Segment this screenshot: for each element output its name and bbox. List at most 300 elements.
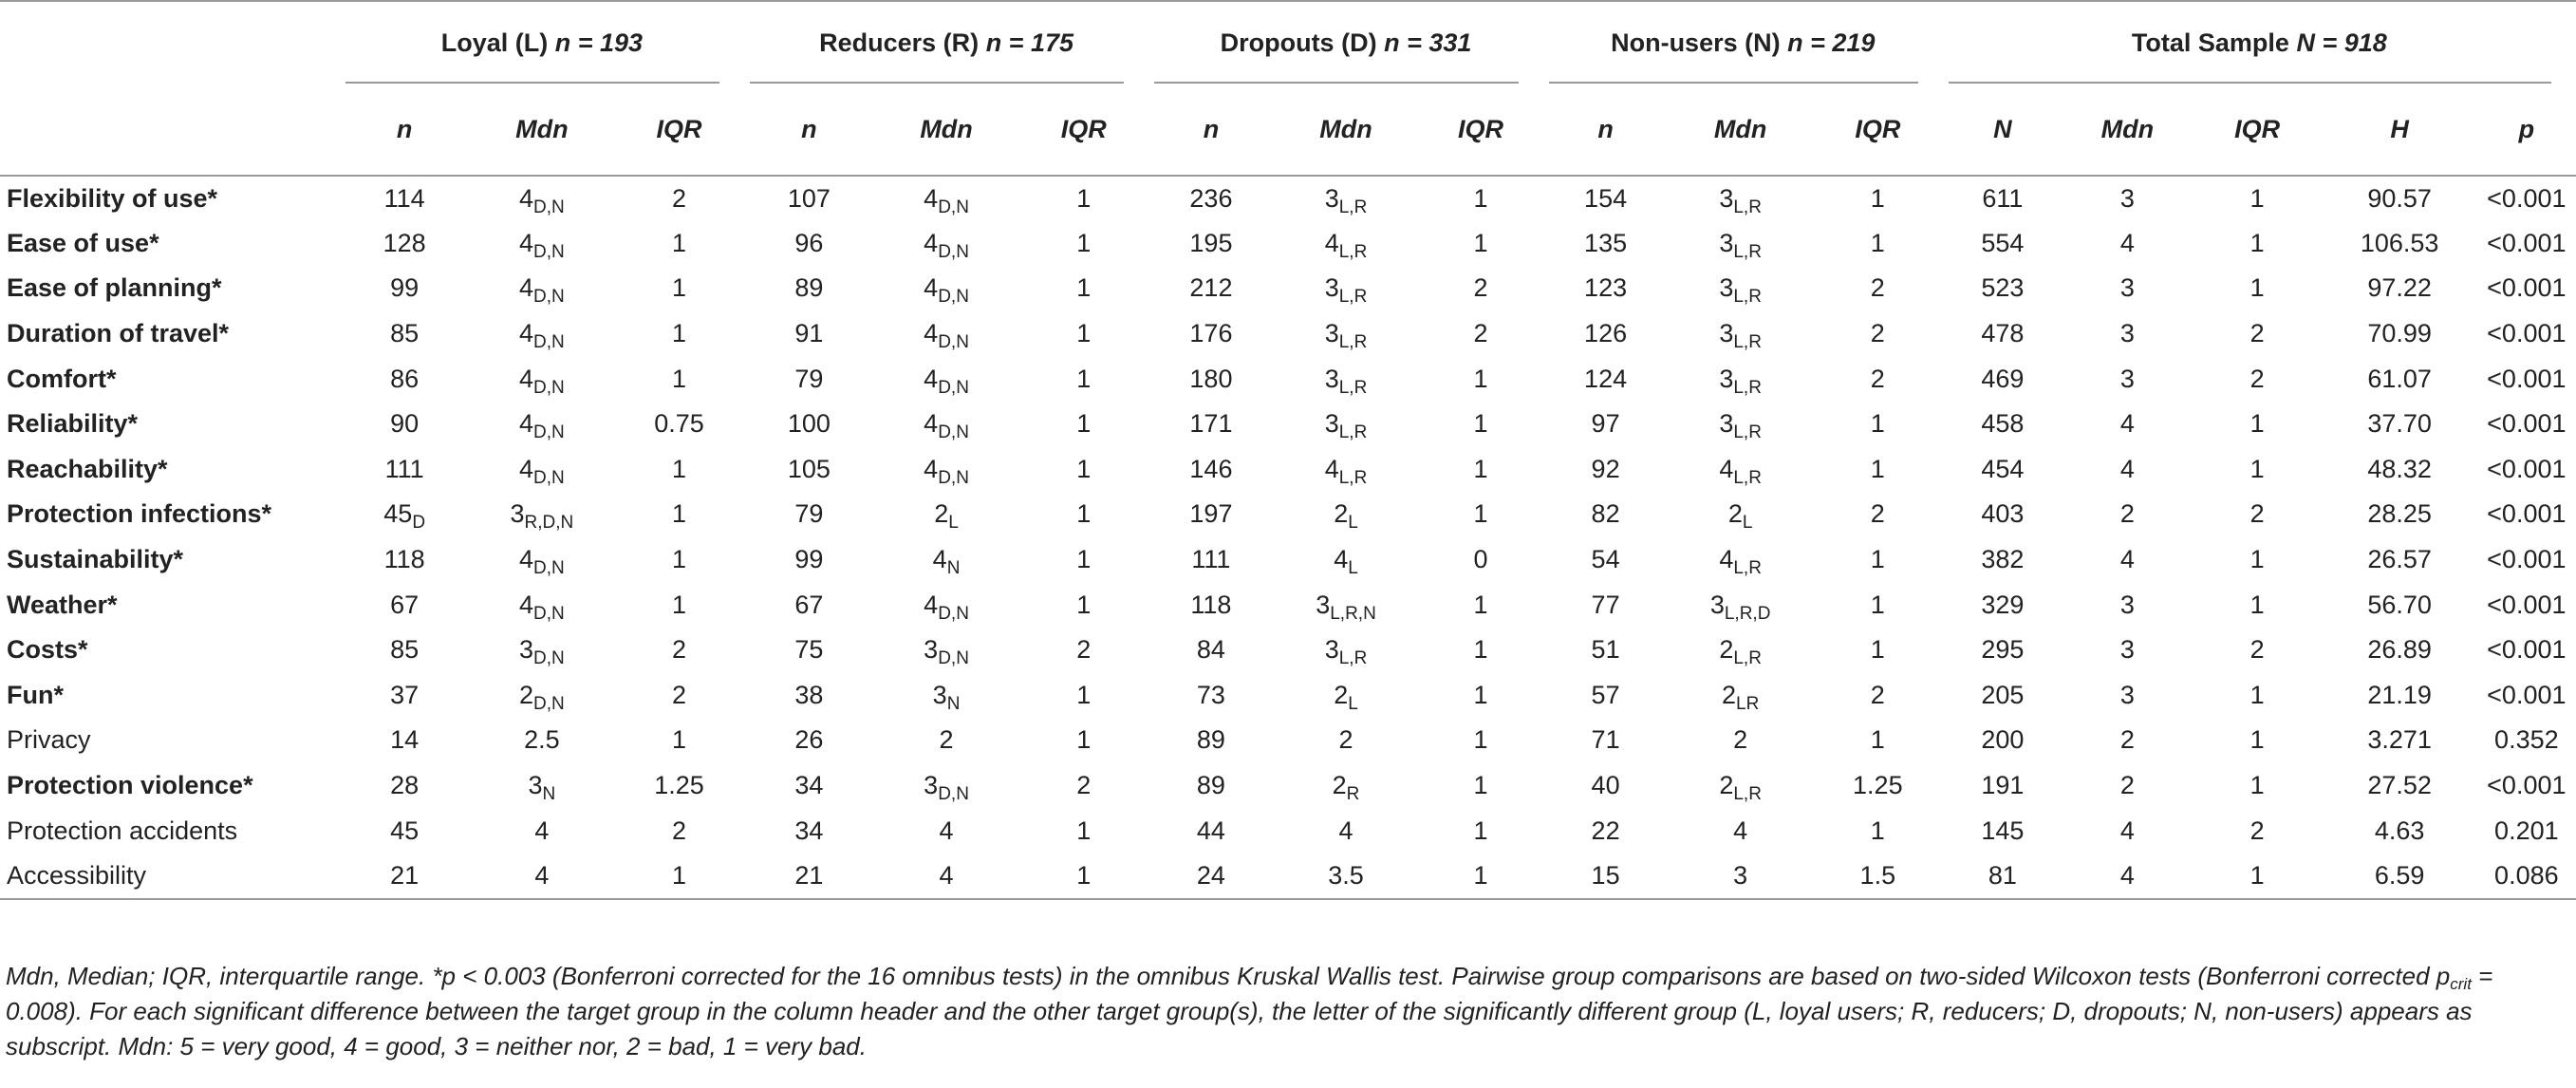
table-cell	[1943, 221, 2063, 267]
cell-value: 1	[1076, 680, 1092, 709]
row-label: Flexibility of use*	[7, 183, 218, 213]
column-header: IQR	[2234, 114, 2281, 143]
cell-value: 38	[794, 680, 824, 709]
cell-value: 1	[2249, 454, 2265, 483]
cell-value: 1	[1473, 454, 1488, 483]
table-cell	[1274, 763, 1419, 809]
cell-value: <0.001	[2487, 228, 2567, 257]
cell-value: 4	[1334, 545, 1349, 574]
cell-value: 1	[1870, 228, 1885, 257]
cell-value: 99	[794, 545, 824, 574]
table-cell	[340, 402, 470, 447]
cell-value: 45	[383, 499, 413, 529]
cell-value: 4	[1719, 454, 1734, 483]
cell-value: 1	[672, 228, 687, 257]
table-cell	[1668, 628, 1813, 673]
table-cell	[744, 673, 874, 719]
table-cell	[614, 221, 744, 267]
table-cell	[2477, 763, 2576, 809]
cell-value: 2	[2119, 771, 2135, 800]
table-cell	[614, 854, 744, 899]
cell-value: 403	[1981, 499, 2025, 529]
cell-value: 1	[1870, 590, 1885, 619]
table-cell	[470, 582, 615, 628]
cell-value: 4	[924, 364, 939, 393]
table-cell	[470, 808, 615, 854]
table-row	[0, 628, 2576, 673]
table-cell	[1943, 718, 2063, 763]
table-cell	[874, 402, 1019, 447]
column-header: IQR	[1855, 114, 1901, 143]
table-cell	[470, 221, 615, 267]
cell-value: 77	[1591, 590, 1620, 619]
cell-value: 4	[1324, 228, 1339, 257]
cell-value: 4	[924, 454, 939, 483]
cell-value: 3.271	[2367, 725, 2432, 755]
cell-value: 1	[1473, 364, 1488, 393]
cell-subscript: D,N	[533, 648, 565, 669]
table-cell	[2477, 266, 2576, 311]
cell-subscript: D,N	[533, 603, 565, 624]
cell-value: <0.001	[2487, 319, 2567, 348]
table-row	[0, 718, 2576, 763]
table-cell	[2477, 854, 2576, 899]
cell-subscript: L,R	[1733, 422, 1762, 443]
cell-value: 4	[2119, 816, 2135, 845]
cell-value: 1	[1473, 499, 1488, 529]
cell-value: 4	[2119, 454, 2135, 483]
cell-value: <0.001	[2487, 771, 2567, 800]
table-cell	[2063, 176, 2193, 221]
cell-value: 126	[1584, 319, 1628, 348]
cell-value: 554	[1981, 228, 2025, 257]
table-cell	[2477, 628, 2576, 673]
table-cell	[1274, 221, 1419, 267]
table-cell	[1418, 854, 1543, 899]
cell-value: 3	[924, 771, 939, 800]
table-cell	[1943, 492, 2063, 537]
table-cell	[2323, 447, 2477, 493]
table-cell	[614, 673, 744, 719]
cell-subscript: L,R	[1338, 197, 1368, 217]
cell-value: 2	[1870, 273, 1885, 303]
table-cell	[1943, 447, 2063, 493]
table-cell	[1274, 537, 1419, 583]
table-cell	[2063, 402, 2193, 447]
cell-value: 4	[518, 590, 533, 619]
cell-value: 2	[1334, 680, 1349, 709]
table-cell	[874, 356, 1019, 402]
table-cell	[1418, 311, 1543, 357]
row-label: Accessibility	[0, 854, 340, 899]
cell-value: 82	[1591, 499, 1620, 529]
cell-value: 57	[1591, 680, 1620, 709]
table-cell	[1813, 221, 1943, 267]
cell-subscript: R	[1346, 784, 1360, 805]
cell-value: 85	[390, 635, 420, 665]
cell-value: 27.52	[2367, 771, 2432, 800]
table-cell	[2193, 356, 2323, 402]
table-cell	[2323, 311, 2477, 357]
table-cell	[340, 221, 470, 267]
cell-value: 1	[1870, 545, 1885, 574]
table-cell	[614, 628, 744, 673]
cell-value: <0.001	[2487, 409, 2567, 439]
table-cell	[2063, 356, 2193, 402]
cell-value: 2	[934, 499, 949, 529]
cell-value: 67	[390, 590, 420, 619]
cell-value: 1	[672, 454, 687, 483]
cell-value: 2	[2249, 816, 2265, 845]
cell-value: 3	[2119, 183, 2135, 213]
cell-value: 4	[2119, 228, 2135, 257]
cell-value: 3	[1719, 273, 1734, 303]
cell-value: 3	[2119, 319, 2135, 348]
cell-value: 3	[1719, 364, 1734, 393]
table-cell	[2323, 763, 2477, 809]
cell-value: 37.70	[2367, 409, 2432, 439]
column-header: Mdn	[1319, 114, 1372, 143]
column-header: IQR	[1060, 114, 1107, 143]
cell-value: 44	[1196, 816, 1225, 845]
table-row	[0, 356, 2576, 402]
cell-value: 2	[672, 183, 687, 213]
cell-value: 97	[1591, 409, 1620, 439]
table-cell	[1018, 537, 1148, 583]
table-cell	[614, 492, 744, 537]
table-cell	[2323, 176, 2477, 221]
table-cell	[1943, 537, 2063, 583]
cell-value: 1	[1076, 273, 1092, 303]
table-cell	[470, 266, 615, 311]
table-cell	[2477, 718, 2576, 763]
table-cell	[1148, 311, 1274, 357]
cell-value: 4	[518, 364, 533, 393]
table-cell	[1813, 311, 1943, 357]
cell-value: 4	[518, 183, 533, 213]
column-header: Mdn	[515, 114, 569, 143]
cell-value: 3	[1719, 409, 1734, 439]
cell-value: 1	[1473, 680, 1488, 709]
cell-subscript: D,N	[533, 332, 565, 353]
cell-subscript: L	[1742, 513, 1753, 534]
cell-subscript: L,R	[1733, 377, 1762, 398]
cell-subscript: D,N	[938, 467, 969, 488]
cell-value: 171	[1189, 409, 1233, 439]
row-label: Sustainability*	[7, 545, 184, 574]
cell-value: 4	[939, 816, 954, 845]
table-cell	[2477, 673, 2576, 719]
cell-value: 128	[383, 228, 426, 257]
cell-value: 135	[1584, 228, 1628, 257]
table-cell	[2063, 808, 2193, 854]
cell-value: 1	[2249, 860, 2265, 890]
cell-value: 91	[794, 319, 824, 348]
table-cell	[340, 718, 470, 763]
cell-subscript: D,N	[938, 603, 969, 624]
cell-value: 4	[518, 273, 533, 303]
table-cell	[2323, 266, 2477, 311]
table-cell	[1943, 582, 2063, 628]
table-cell	[1543, 266, 1669, 311]
table-cell	[1018, 176, 1148, 221]
table-row	[0, 854, 2576, 899]
cell-value: 26	[794, 725, 824, 755]
table-cell	[2063, 763, 2193, 809]
row-label: Duration of travel*	[7, 319, 230, 348]
cell-value: 145	[1981, 816, 2025, 845]
cell-value: 1	[1076, 545, 1092, 574]
table-cell	[744, 582, 874, 628]
cell-subscript: L	[1348, 558, 1358, 579]
table-cell	[2193, 763, 2323, 809]
table-cell	[1813, 402, 1943, 447]
table-cell	[2063, 447, 2193, 493]
table-cell	[1148, 537, 1274, 583]
table-cell	[470, 447, 615, 493]
table-cell	[874, 311, 1019, 357]
cell-value: 21	[794, 860, 824, 890]
table-cell	[614, 808, 744, 854]
table-cell	[1274, 582, 1419, 628]
table-cell	[1668, 492, 1813, 537]
table-header	[0, 1, 2576, 176]
table-cell	[2477, 492, 2576, 537]
cell-value: 4	[534, 860, 550, 890]
table-cell	[2063, 628, 2193, 673]
table-cell	[874, 718, 1019, 763]
table-cell	[340, 447, 470, 493]
cell-value: 26.89	[2367, 635, 2432, 665]
cell-value: 200	[1981, 725, 2025, 755]
cell-value: 73	[1196, 680, 1225, 709]
table-cell	[1418, 763, 1543, 809]
cell-value: 45	[390, 816, 420, 845]
group-header-non-users: Non-users (N) n = 219	[1543, 1, 1943, 84]
footnote-crit-subscript: crit	[2450, 975, 2472, 993]
table-cell	[1543, 854, 1669, 899]
cell-value: 1	[672, 725, 687, 755]
table-cell	[1943, 854, 2063, 899]
table-cell	[1668, 402, 1813, 447]
table-cell	[744, 311, 874, 357]
cell-subscript: L,R	[1338, 377, 1368, 398]
table-cell	[2323, 221, 2477, 267]
row-label: Reachability*	[7, 454, 168, 483]
table-cell	[2323, 673, 2477, 719]
table-row	[0, 447, 2576, 493]
table-cell	[1943, 402, 2063, 447]
cell-subscript: L	[1348, 693, 1358, 714]
table-cell	[2063, 582, 2193, 628]
table-cell	[744, 356, 874, 402]
cell-value: 3	[2119, 590, 2135, 619]
corner-cell	[0, 1, 340, 84]
cell-value: 4	[1719, 545, 1734, 574]
table-cell	[744, 176, 874, 221]
table-row	[0, 221, 2576, 267]
cell-value: 123	[1584, 273, 1628, 303]
table-cell	[2063, 221, 2193, 267]
cell-value: 61.07	[2367, 364, 2432, 393]
table-cell	[1418, 808, 1543, 854]
cell-value: 4	[518, 228, 533, 257]
table-cell	[1148, 673, 1274, 719]
table-cell	[874, 628, 1019, 673]
cell-value: 1	[1076, 183, 1092, 213]
table-cell	[1668, 582, 1813, 628]
cell-subscript: L,R	[1733, 558, 1762, 579]
cell-value: <0.001	[2487, 273, 2567, 303]
cell-value: 1	[2249, 590, 2265, 619]
table-cell	[1943, 356, 2063, 402]
table-cell	[2193, 266, 2323, 311]
row-label: Reliability*	[7, 409, 139, 439]
table-cell	[470, 402, 615, 447]
group-header-total-sample: Total Sample N = 918	[1943, 1, 2576, 84]
table-cell	[744, 628, 874, 673]
table-cell	[1668, 311, 1813, 357]
cell-value: 2	[939, 725, 954, 755]
table-cell	[470, 176, 615, 221]
cell-subscript: D,N	[938, 422, 969, 443]
cell-value: 4.63	[2374, 816, 2425, 845]
table-footnote	[6, 959, 2568, 1064]
cell-value: 4	[1338, 816, 1353, 845]
cell-subscript: L,R	[1733, 332, 1762, 353]
cell-value: 1	[672, 545, 687, 574]
cell-value: 3	[510, 499, 525, 529]
cell-value: 89	[794, 273, 824, 303]
table-cell	[1018, 492, 1148, 537]
cell-value: 51	[1591, 635, 1620, 665]
table-cell	[1018, 402, 1148, 447]
table-cell	[2323, 356, 2477, 402]
cell-value: 2	[2249, 499, 2265, 529]
table-cell	[2323, 628, 2477, 673]
cell-value: 1	[2249, 228, 2265, 257]
cell-value: 329	[1981, 590, 2025, 619]
table-cell	[614, 266, 744, 311]
table-cell	[1274, 808, 1419, 854]
cell-value: 1	[1870, 816, 1885, 845]
cell-subscript: D,N	[533, 467, 565, 488]
table-cell	[1543, 718, 1669, 763]
table-cell	[874, 447, 1019, 493]
cell-value: 0.352	[2494, 725, 2559, 755]
table-cell	[340, 673, 470, 719]
table-cell	[1943, 763, 2063, 809]
table-cell	[614, 582, 744, 628]
cell-value: 146	[1189, 454, 1233, 483]
table-cell	[1668, 718, 1813, 763]
table-cell	[614, 402, 744, 447]
table-cell	[1018, 356, 1148, 402]
table-cell	[1543, 221, 1669, 267]
table-cell	[1943, 266, 2063, 311]
table-cell	[470, 718, 615, 763]
cell-subscript: L,R	[1338, 467, 1368, 488]
table-cell	[1018, 628, 1148, 673]
cell-value: 2	[1332, 771, 1347, 800]
table-cell	[2193, 402, 2323, 447]
table-cell	[1418, 176, 1543, 221]
cell-value: 2	[1721, 680, 1736, 709]
row-label: Ease of planning*	[7, 273, 222, 303]
table-cell	[2323, 808, 2477, 854]
table-cell	[340, 176, 470, 221]
cell-value: 1	[1473, 590, 1488, 619]
column-header: Mdn	[2100, 114, 2155, 143]
table-cell	[2193, 537, 2323, 583]
cell-value: 1.5	[1859, 860, 1896, 890]
table-cell	[2477, 176, 2576, 221]
table-cell	[340, 356, 470, 402]
table-cell	[1418, 673, 1543, 719]
table-cell	[1148, 718, 1274, 763]
cell-subscript: D,N	[533, 558, 565, 579]
table-row	[0, 763, 2576, 809]
table-cell	[744, 402, 874, 447]
cell-value: 3	[518, 635, 533, 665]
cell-value: 34	[794, 771, 824, 800]
cell-value: 3	[1709, 590, 1725, 619]
cell-value: <0.001	[2487, 680, 2567, 709]
cell-value: 4	[2119, 860, 2135, 890]
cell-value: 4	[924, 409, 939, 439]
table-cell	[2063, 266, 2193, 311]
cell-value: 295	[1981, 635, 2025, 665]
footnote-text-part2: = 0.008). For each significant difference between the target group in the column header and the other target group(s), the letter of the significantly different group (L, loyal users; R, reducers; D, dropouts; N, non-users) appears as subscript. Mdn: 5 = very good, 4 = good, 3 = neither nor, 2 = bad, 1 = very bad.	[6, 962, 2493, 1060]
cell-value: 180	[1189, 364, 1233, 393]
cell-value: 24	[1196, 860, 1225, 890]
cell-value: 1	[2249, 273, 2265, 303]
cell-value: 1	[1870, 409, 1885, 439]
table-cell	[874, 763, 1019, 809]
table-cell	[1148, 447, 1274, 493]
cell-value: 90.57	[2367, 183, 2432, 213]
table-cell	[1668, 176, 1813, 221]
cell-value: 21	[390, 860, 420, 890]
table-cell	[1813, 763, 1943, 809]
table-cell	[1943, 808, 2063, 854]
table-cell	[1148, 492, 1274, 537]
table-cell	[874, 808, 1019, 854]
cell-subscript: R,D,N	[524, 513, 574, 534]
cell-value: 4	[518, 409, 533, 439]
cell-subscript: L,R	[1338, 648, 1368, 669]
table-cell	[2193, 221, 2323, 267]
cell-value: 85	[390, 319, 420, 348]
cell-value: 3	[2119, 680, 2135, 709]
cell-value: 3	[2119, 364, 2135, 393]
cell-value: 3	[1324, 319, 1339, 348]
table-cell	[340, 763, 470, 809]
cell-value: 1	[2249, 409, 2265, 439]
cell-subscript: LR	[1736, 693, 1760, 714]
table-cell	[1813, 537, 1943, 583]
column-header: Mdn	[1713, 114, 1767, 143]
cell-value: 40	[1591, 771, 1620, 800]
cell-subscript: D,N	[533, 197, 565, 217]
table-row	[0, 537, 2576, 583]
table-cell	[2193, 311, 2323, 357]
cell-value: 3	[1719, 319, 1734, 348]
table-cell	[2477, 311, 2576, 357]
cell-value: 2	[1334, 499, 1349, 529]
table-cell	[2323, 718, 2477, 763]
cell-value: 197	[1189, 499, 1233, 529]
